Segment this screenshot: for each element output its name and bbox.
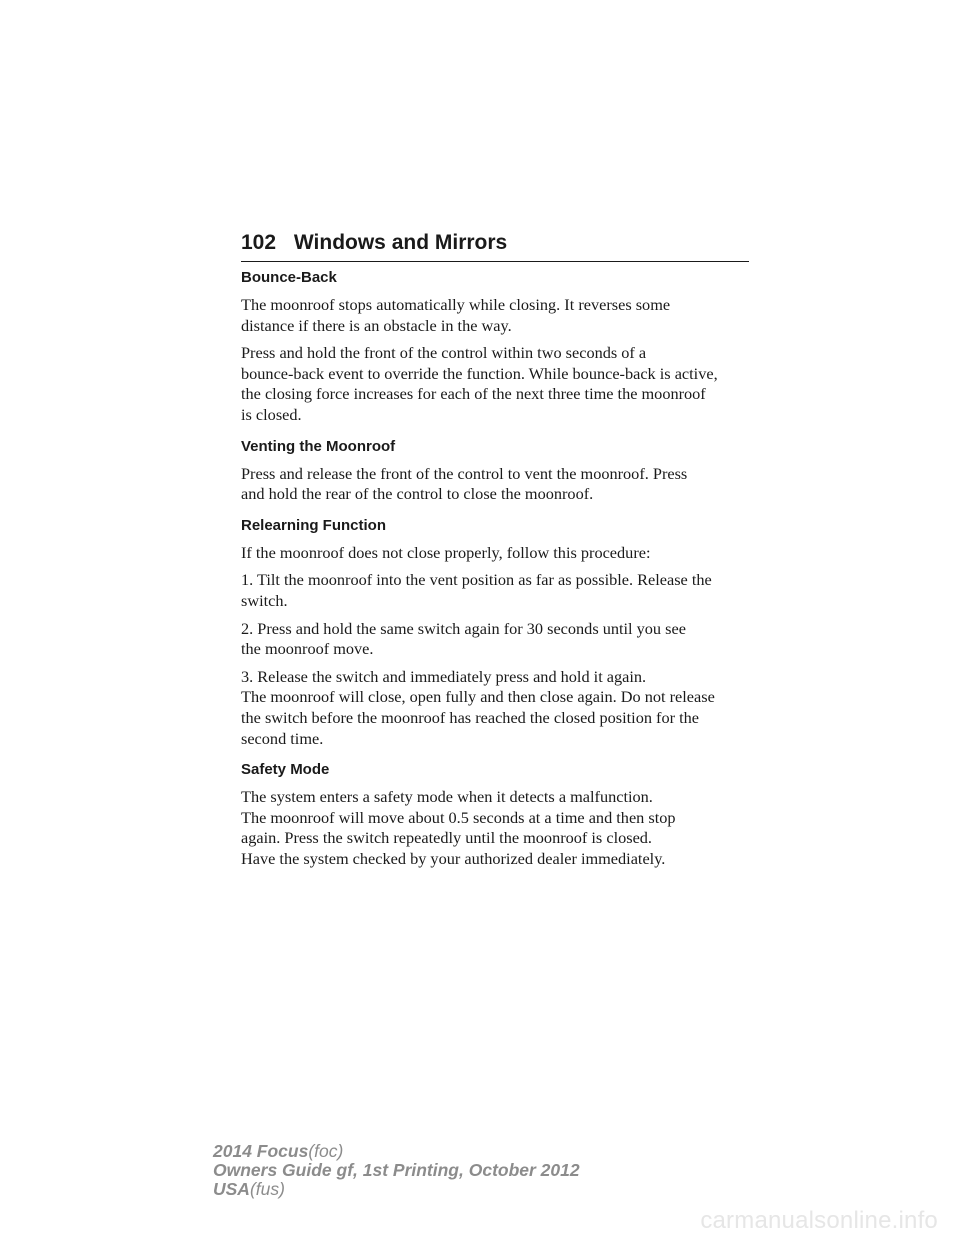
page-header	[241, 229, 749, 262]
heading-bounce-back: Bounce-Back	[241, 269, 337, 286]
paragraph: Press and hold the front of the control within two seconds of a bounce-back event to override the function. While bounce-back is active, the closing force increases for each of the next three time the moonroof is closed.	[241, 343, 718, 424]
page-content	[241, 268, 751, 876]
paragraph: The system enters a safety mode when it detects a malfunction. The moonroof will move about 0.5 seconds at a time and then stop again. Press the switch repeatedly until the moonroof is closed. Have the system checked by your authorized dealer immediately.	[241, 787, 676, 868]
paragraph: Press and release the front of the control to vent the moonroof. Press and hold the rear of the control to close the moonroof.	[241, 463, 688, 504]
step-2: 2. Press and hold the same switch again for 30 seconds until you see the moonroof move.	[241, 618, 686, 659]
heading-safety-mode: Safety Mode	[241, 761, 330, 779]
heading-relearning-function: Relearning Function	[241, 516, 387, 534]
paragraph: The moonroof stops automatically while closing. It reverses some distance if there is an obstacle in the way.	[241, 295, 671, 335]
heading-venting-moonroof: Venting the Moonroof	[241, 437, 396, 455]
paragraph: If the moonroof does not close properly, follow this procedure:	[241, 542, 651, 562]
watermark: carmanualsonline.info	[700, 1207, 938, 1234]
page-number: 102	[241, 231, 277, 254]
section-title: Windows and Mirrors	[293, 231, 508, 254]
step-3: 3. Release the switch and immediately press and hold it again. The moonroof will close, open fully and then close again. Do not release the switch before the moonroof has reached the closed position for the second time.	[241, 666, 715, 748]
step-1: 1. Tilt the moonroof into the vent position as far as possible. Release the switch.	[241, 570, 712, 610]
footer-line-market: USA(fus)	[213, 1179, 285, 1199]
footer-line-guide: Owners Guide gf, 1st Printing, October 2012	[213, 1160, 580, 1180]
footer-line-model: 2014 Focus(foc)	[213, 1141, 344, 1161]
document-footer	[213, 1142, 580, 1199]
